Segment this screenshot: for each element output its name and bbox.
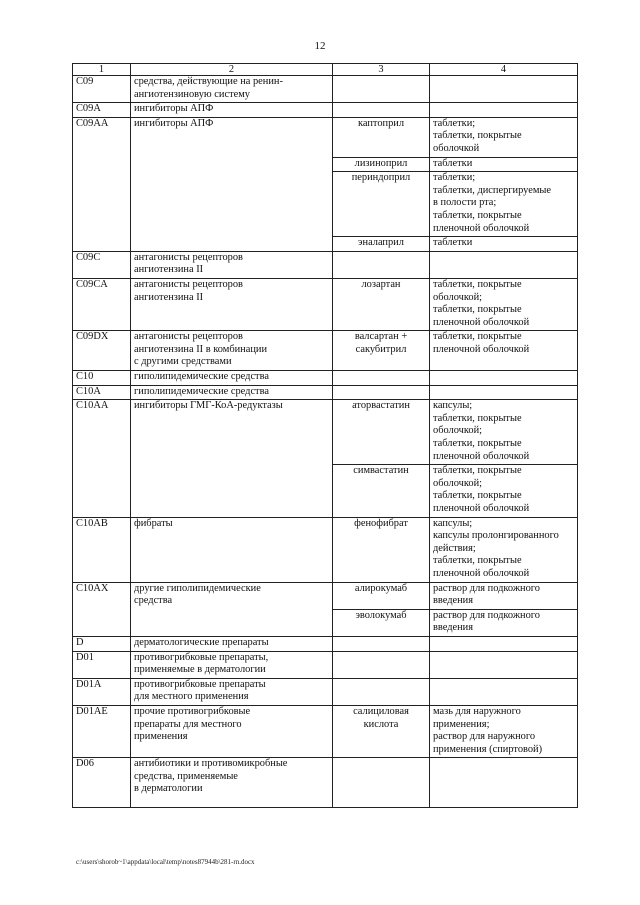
group-name-cell-line: антагонисты рецепторов xyxy=(134,278,243,290)
dosage-form-cell-line: таблетки, покрытые xyxy=(433,490,522,502)
dosage-form-cell xyxy=(430,331,578,371)
drug-name-cell-line: сакубитрил xyxy=(355,343,407,355)
header-cell: 1 xyxy=(73,64,131,76)
dosage-form-cell-line: пленочной оболочкой xyxy=(433,343,530,355)
drug-name-cell-line: периндоприл xyxy=(351,172,411,184)
dosage-form-cell-line: введения xyxy=(433,595,474,607)
drug-name-cell xyxy=(333,103,430,118)
atc-code-cell: D01AE xyxy=(73,705,131,757)
dosage-form-cell xyxy=(430,172,578,237)
table-row xyxy=(73,636,578,651)
drug-name-cell xyxy=(333,705,430,757)
atc-code-cell: C10 xyxy=(73,371,131,386)
group-name-cell-line: ангиотензина II xyxy=(134,291,204,303)
dosage-form-cell-line: раствор для подкожного xyxy=(433,609,540,621)
drug-name-cell xyxy=(333,651,430,678)
header-cell: 4 xyxy=(430,64,578,76)
group-name-cell-line: антагонисты рецепторов xyxy=(134,251,243,263)
group-name-cell-line: прочие противогрибковые xyxy=(134,705,251,717)
drug-name-cell-line: эволокумаб xyxy=(355,609,407,621)
group-name-cell xyxy=(131,678,333,705)
group-name-cell xyxy=(131,517,333,582)
dosage-form-cell-line: пленочной оболочкой xyxy=(433,503,530,514)
group-name-cell-line: препараты для местного xyxy=(134,718,242,730)
atc-code-cell: D01A xyxy=(73,678,131,705)
dosage-form-cell-line: пленочной оболочкой xyxy=(433,450,530,462)
dosage-form-cell xyxy=(430,251,578,278)
dosage-form-cell xyxy=(430,385,578,400)
dosage-form-cell-line: действия; xyxy=(433,542,476,554)
atc-code-cell: D01 xyxy=(73,651,131,678)
dosage-form-cell xyxy=(430,400,578,465)
atc-code-cell: C09AA xyxy=(73,117,131,251)
group-name-cell-line: ингибиторы ГМГ-КоА-редуктазы xyxy=(134,400,283,412)
drug-name-cell-line: валсартан + xyxy=(354,331,408,343)
dosage-form-cell-line: таблетки, покрытые xyxy=(433,465,522,477)
group-name-cell-line: дерматологические препараты xyxy=(134,636,269,648)
group-name-cell-line: ангиотензина II xyxy=(134,264,204,276)
dosage-form-cell-line: таблетки xyxy=(433,237,473,249)
group-name-cell xyxy=(131,278,333,330)
group-name-cell-line: ангиотензиновую систему xyxy=(134,88,251,100)
dosage-form-cell-line: таблетки, покрытые xyxy=(433,331,522,343)
group-name-cell xyxy=(131,400,333,517)
table-row xyxy=(73,371,578,386)
dosage-form-cell-line: таблетки; xyxy=(433,172,476,184)
group-name-cell-line: средства xyxy=(134,595,173,607)
group-name-cell-line: антибиотики и противомикробные xyxy=(134,758,288,770)
dosage-form-cell-line: в полости рта; xyxy=(433,197,497,209)
drug-name-cell-line: кислота xyxy=(363,718,399,730)
dosage-form-cell xyxy=(430,758,578,808)
group-name-cell-line: ангиотензина II в комбинации xyxy=(134,343,268,355)
atc-code-cell: C09A xyxy=(73,103,131,118)
table-row xyxy=(73,331,578,371)
table-row xyxy=(73,678,578,705)
dosage-form-cell-line: оболочкой; xyxy=(433,425,483,437)
table-row xyxy=(73,651,578,678)
drug-name-cell xyxy=(333,400,430,465)
atc-code-cell: D xyxy=(73,636,131,651)
group-name-cell-line: другие гиполипидемические xyxy=(134,582,261,594)
dosage-form-cell-line: мазь для наружного xyxy=(433,705,521,717)
dosage-form-cell xyxy=(430,517,578,582)
drug-name-cell xyxy=(333,465,430,517)
drug-name-cell-line: лозартан xyxy=(361,278,401,290)
table-body xyxy=(73,76,578,808)
atc-code-cell: C10A xyxy=(73,385,131,400)
dosage-form-cell-line: таблетки, покрытые xyxy=(433,130,522,142)
dosage-form-cell xyxy=(430,237,578,252)
page-number: 12 xyxy=(314,40,326,52)
dosage-form-cell-line: таблетки, диспергируемые xyxy=(433,184,551,196)
drug-name-cell xyxy=(333,251,430,278)
group-name-cell-line: противогрибковые препараты, xyxy=(134,651,269,663)
drug-name-cell xyxy=(333,609,430,636)
group-name-cell-line: гиполипидемические средства xyxy=(134,385,269,397)
drug-name-cell xyxy=(333,117,430,157)
dosage-form-cell xyxy=(430,371,578,386)
dosage-form-cell xyxy=(430,651,578,678)
dosage-form-cell-line: капсулы; xyxy=(433,517,473,529)
dosage-form-cell-line: таблетки; xyxy=(433,117,476,129)
group-name-cell-line: с другими средствами xyxy=(134,356,232,368)
group-name-cell xyxy=(131,76,333,103)
atc-code-cell: C09DX xyxy=(73,331,131,371)
group-name-cell-line: в дерматологии xyxy=(134,783,203,795)
atc-code-cell: C09 xyxy=(73,76,131,103)
group-name-cell-line: средства, применяемые xyxy=(134,770,238,782)
drug-name-cell-line: алирокумаб xyxy=(354,582,408,594)
group-name-cell-line: фибраты xyxy=(134,517,173,529)
dosage-form-cell-line: раствор для наружного xyxy=(433,731,536,743)
atc-code-cell: D06 xyxy=(73,758,131,808)
dosage-form-cell xyxy=(430,103,578,118)
drug-name-cell xyxy=(333,371,430,386)
group-name-cell xyxy=(131,371,333,386)
dosage-form-cell-line: раствор для подкожного xyxy=(433,582,540,594)
table-row xyxy=(73,758,578,808)
drug-name-cell xyxy=(333,331,430,371)
dosage-form-cell-line: оболочкой; xyxy=(433,477,483,489)
dosage-form-cell xyxy=(430,76,578,103)
header-cell: 2 xyxy=(131,64,333,76)
header-cell: 3 xyxy=(333,64,430,76)
drug-name-cell-line: лизиноприл xyxy=(354,157,408,169)
group-name-cell xyxy=(131,582,333,636)
drug-table xyxy=(72,63,578,808)
group-name-cell-line: для местного применения xyxy=(134,691,249,703)
group-name-cell-line: применения xyxy=(134,731,188,743)
group-name-cell-line: гиполипидемические средства xyxy=(134,371,269,383)
drug-name-cell-line: эналаприл xyxy=(358,237,404,249)
table-row xyxy=(73,705,578,757)
table-row xyxy=(73,251,578,278)
group-name-cell-line: применяемые в дерматологии xyxy=(134,664,266,676)
dosage-form-cell xyxy=(430,157,578,172)
dosage-form-cell-line: пленочной оболочкой xyxy=(433,316,530,328)
group-name-cell-line: ингибиторы АПФ xyxy=(134,103,214,115)
drug-name-cell xyxy=(333,76,430,103)
dosage-form-cell xyxy=(430,278,578,330)
table-row xyxy=(73,400,578,465)
dosage-form-cell-line: таблетки, покрытые xyxy=(433,209,522,221)
drug-name-cell xyxy=(333,172,430,237)
atc-code-cell: C09C xyxy=(73,251,131,278)
atc-code-cell: C10AX xyxy=(73,582,131,636)
drug-name-cell xyxy=(333,636,430,651)
group-name-cell-line: средства, действующие на ренин- xyxy=(134,76,283,87)
group-name-cell xyxy=(131,117,333,251)
group-name-cell xyxy=(131,758,333,808)
group-name-cell xyxy=(131,636,333,651)
dosage-form-cell-line: оболочкой; xyxy=(433,291,483,303)
atc-code-cell: C10AB xyxy=(73,517,131,582)
dosage-form-cell-line: таблетки, покрытые xyxy=(433,412,522,424)
dosage-form-cell xyxy=(430,609,578,636)
dosage-form-cell-line: применения (спиртовой) xyxy=(433,743,543,755)
dosage-form-cell xyxy=(430,582,578,609)
table-row xyxy=(73,103,578,118)
atc-code-cell: C09CA xyxy=(73,278,131,330)
drug-name-cell xyxy=(333,582,430,609)
header-row xyxy=(73,64,578,76)
group-name-cell xyxy=(131,651,333,678)
dosage-form-cell-line: таблетки, покрытые xyxy=(433,304,522,316)
group-name-cell-line: антагонисты рецепторов xyxy=(134,331,243,343)
dosage-form-cell-line: таблетки, покрытые xyxy=(433,438,522,450)
drug-name-cell-line: салициловая xyxy=(353,705,409,717)
dosage-form-cell xyxy=(430,636,578,651)
dosage-form-cell-line: таблетки, покрытые xyxy=(433,278,522,290)
table-row xyxy=(73,385,578,400)
table-row xyxy=(73,117,578,157)
drug-name-cell xyxy=(333,278,430,330)
dosage-form-cell xyxy=(430,678,578,705)
dosage-form-cell-line: капсулы; xyxy=(433,400,473,412)
table-row xyxy=(73,278,578,330)
group-name-cell xyxy=(131,705,333,757)
drug-name-cell-line: симвастатин xyxy=(353,465,409,477)
drug-name-cell-line: аторвастатин xyxy=(352,400,410,412)
dosage-form-cell-line: оболочкой xyxy=(433,142,480,154)
dosage-form-cell-line: таблетки xyxy=(433,157,473,169)
group-name-cell xyxy=(131,103,333,118)
group-name-cell xyxy=(131,331,333,371)
drug-name-cell xyxy=(333,237,430,252)
drug-name-cell xyxy=(333,678,430,705)
dosage-form-cell xyxy=(430,465,578,517)
group-name-cell-line: противогрибковые препараты xyxy=(134,678,266,690)
dosage-form-cell-line: таблетки, покрытые xyxy=(433,555,522,567)
drug-name-cell xyxy=(333,758,430,808)
drug-name-cell-line: каптоприл xyxy=(357,117,405,129)
drug-name-cell xyxy=(333,385,430,400)
dosage-form-cell-line: пленочной оболочкой xyxy=(433,222,530,234)
drug-name-cell xyxy=(333,157,430,172)
dosage-form-cell xyxy=(430,117,578,157)
atc-code-cell: C10AA xyxy=(73,400,131,517)
table-row xyxy=(73,76,578,103)
table-row xyxy=(73,582,578,609)
group-name-cell xyxy=(131,251,333,278)
group-name-cell-line: ингибиторы АПФ xyxy=(134,117,214,129)
drug-name-cell-line: фенофибрат xyxy=(354,517,408,529)
group-name-cell xyxy=(131,385,333,400)
table-row xyxy=(73,517,578,582)
dosage-form-cell-line: применения; xyxy=(433,718,490,730)
dosage-form-cell-line: введения xyxy=(433,622,474,634)
file-path-footer: c:\users\shorob~1\appdata\local\temp\notes87944b\281-rn.docx xyxy=(76,858,255,866)
dosage-form-cell-line: пленочной оболочкой xyxy=(433,567,530,579)
dosage-form-cell-line: капсулы пролонгированного xyxy=(433,530,559,542)
dosage-form-cell xyxy=(430,705,578,757)
drug-name-cell xyxy=(333,517,430,582)
